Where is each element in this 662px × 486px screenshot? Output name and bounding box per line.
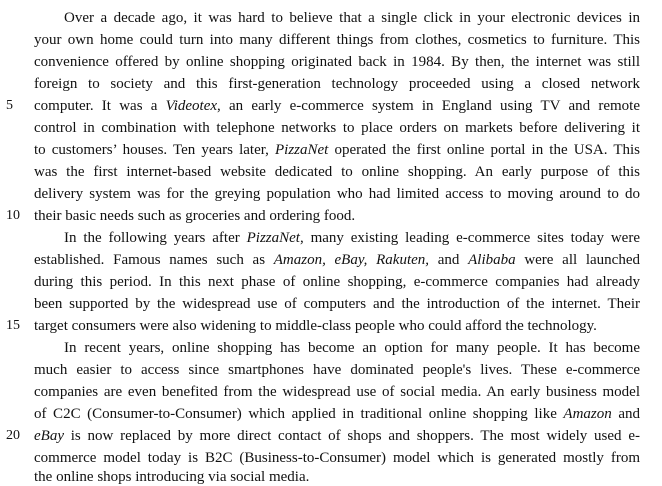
text-segment: much easier to access since smartphones have dominated people's lives. These e-commerce: [34, 362, 640, 378]
text-segment: In recent years, online shopping has become an option for many people. It has become: [64, 340, 640, 356]
line-number: 5: [6, 98, 13, 113]
text-segment: control in combination with telephone networks to place orders on markets before delivering it: [34, 120, 640, 136]
text-line: [34, 205, 640, 227]
text-segment: In the following years after: [64, 230, 247, 246]
text-line: [34, 447, 640, 469]
text-line: [34, 183, 640, 205]
text-line: [34, 95, 640, 117]
text-line: [64, 7, 640, 29]
text-line: [34, 381, 640, 403]
italic-term: Videotex: [165, 98, 218, 114]
text-line: [34, 249, 640, 271]
text-segment: operated the first online portal in the USA. This: [328, 142, 640, 158]
text-line: [34, 139, 640, 161]
italic-term: Alibaba: [468, 252, 516, 268]
text-segment: to customers’ houses. Ten years later,: [34, 142, 275, 158]
text-segment: , an early e-commerce system in England using TV and remote: [217, 98, 640, 114]
text-line: [34, 117, 640, 139]
italic-term: eBay: [34, 428, 64, 444]
italic-term: PizzaNet: [275, 142, 329, 158]
text-line: [34, 51, 640, 73]
line-number: 15: [6, 318, 20, 333]
text-segment: been supported by the widespread use of computers and the introduction of the internet. Their: [34, 296, 640, 312]
text-segment: convenience offered by online shopping originated back in 1984. By then, the internet was still: [34, 54, 640, 70]
text-segment: companies are even benefited from the widespread use of social media. An early business model: [34, 384, 640, 400]
line-number: 10: [6, 208, 20, 223]
text-segment: of C2C (Consumer-to-Consumer) which applied in traditional online shopping like: [34, 406, 564, 422]
text-line: [34, 403, 640, 425]
italic-term: PizzaNet: [246, 230, 300, 246]
text-line: [34, 425, 640, 447]
text-line: [34, 73, 640, 95]
text-segment: , many existing leading e-commerce sites today were: [299, 230, 640, 246]
text-segment: was the first internet-based website dedicated to online shopping. An early purpose of this: [34, 164, 640, 180]
text-line: [34, 271, 640, 293]
text-segment: and: [611, 406, 640, 422]
text-line: [34, 469, 640, 486]
text-segment: were all launched: [515, 252, 640, 268]
text-segment: computer. It was a: [34, 98, 166, 114]
text-line: [64, 337, 640, 359]
text-segment: foreign to society and this first-generation technology proceeded using a closed network: [34, 76, 640, 92]
italic-term: Amazon: [563, 406, 612, 422]
text-line: [34, 359, 640, 381]
text-line: [64, 227, 640, 249]
text-segment: established. Famous names such as: [34, 252, 274, 268]
text-segment: is now replaced by more direct contact of shops and shoppers. The most widely used e-: [63, 428, 640, 444]
text-segment: commerce model today is B2C (Business-to-Consumer) model which is generated mostly from: [34, 450, 640, 466]
text-segment: the online shops introducing via social media.: [34, 469, 310, 485]
text-segment: their basic needs such as groceries and ordering food.: [34, 208, 356, 224]
line-number: 20: [6, 428, 20, 443]
text-segment: your own home could turn into many different things from clothes, cosmetics to furniture. This: [34, 32, 640, 48]
text-line: [34, 161, 640, 183]
text-segment: Over a decade ago, it was hard to believe that a single click in your electronic devices in: [64, 10, 640, 26]
text-line: [34, 29, 640, 51]
text-segment: target consumers were also widening to middle-class people who could afford the technology.: [34, 318, 597, 334]
text-line: [34, 315, 640, 337]
text-segment: during this period. In this next phase of online shopping, e-commerce companies had already: [34, 274, 640, 290]
text-line: [34, 293, 640, 315]
text-segment: and: [429, 252, 469, 268]
italic-term: Amazon, eBay, Rakuten,: [273, 252, 430, 268]
text-segment: delivery system was for the greying population who had limited access to moving around to do: [34, 186, 640, 202]
